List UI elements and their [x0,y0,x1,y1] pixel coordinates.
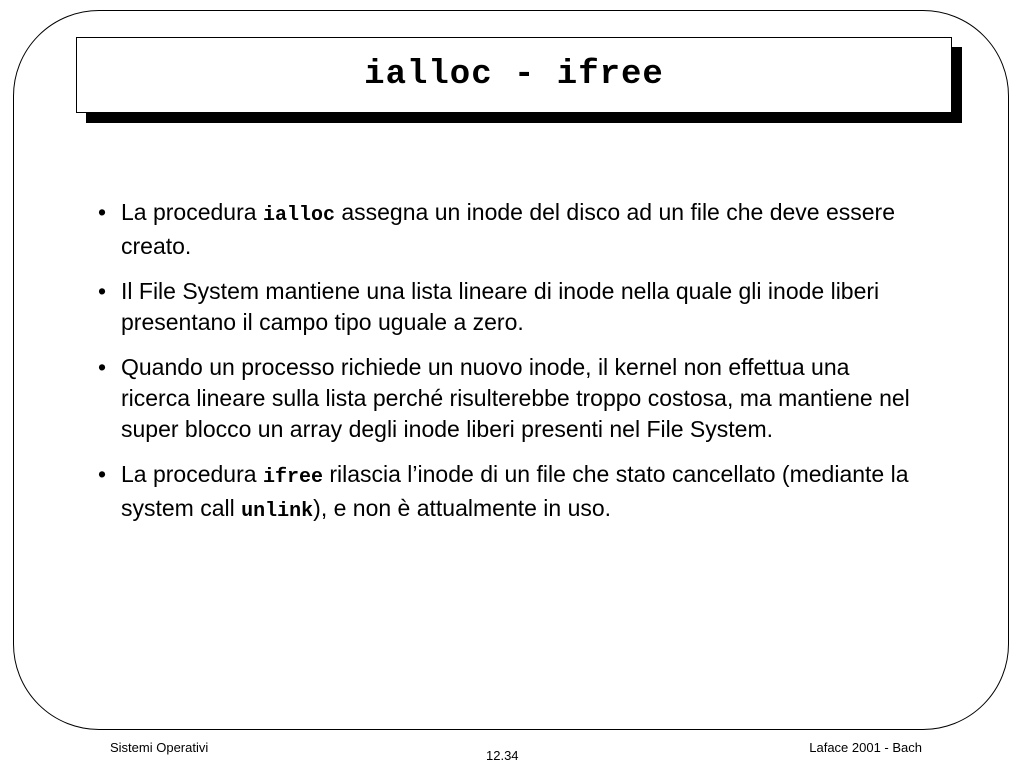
footer-author: Laface 2001 - Bach [809,740,922,755]
footer-page-number: 12.34 [486,748,519,763]
code-term: ialloc [262,204,335,227]
code-term: unlink [241,500,314,523]
bullet-text: Quando un processo richiede un nuovo inode, il kernel non effettua una ricerca lineare sulla lista perché risulterebbe troppo costosa, ma mantiene nel super blocco un array degli inode liberi presenti nel File System. [121,354,910,442]
footer-course-name: Sistemi Operativi [110,740,209,755]
bullet-dot-icon: • [98,354,107,380]
bullet-dot-icon: • [98,199,107,225]
bullet-text: rilascia l’inode di un file che stato cancellato (mediante la system call [121,461,909,521]
bullet-dot-icon: • [98,278,107,304]
slide-title: ialloc - ifree [364,56,664,94]
bullet-item [92,352,912,445]
title-box [76,37,952,113]
bullet-text: Il File System mantiene una lista lineare di inode nella quale gli inode liberi presentano il campo tipo uguale a zero. [121,278,880,335]
code-term: ifree [262,466,323,489]
bullet-list [92,197,912,541]
bullet-item [92,197,912,262]
bullet-text: ), e non è attualmente in uso. [313,495,612,521]
bullet-text: La procedura [121,199,263,225]
bullet-text: La procedura [121,461,263,487]
bullet-item [92,459,912,527]
bullet-text: assegna un inode del disco ad un file che deve essere creato. [121,199,896,259]
bullet-dot-icon: • [98,461,107,487]
bullet-item [92,276,912,338]
